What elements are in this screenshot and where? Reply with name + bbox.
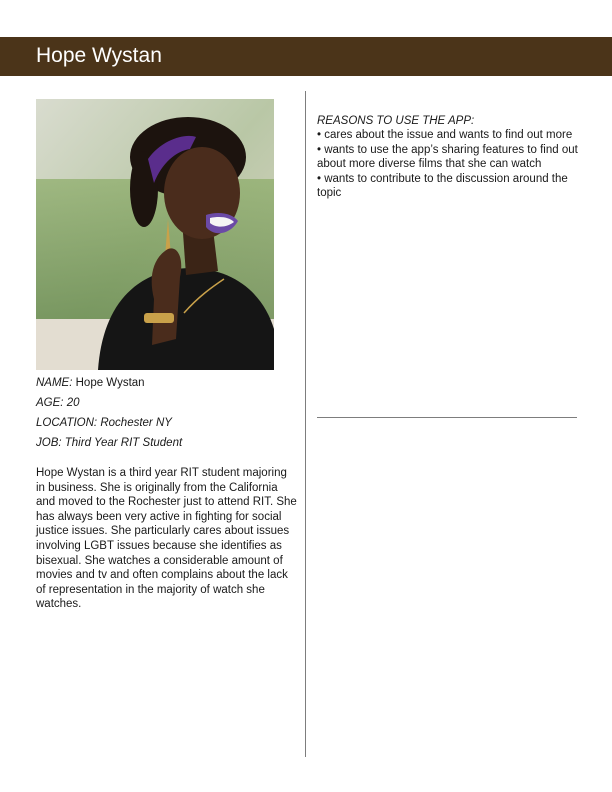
job-row [36,433,296,453]
page-title: Hope Wystan [36,44,162,67]
reason-item: • wants to contribute to the discussion around the topic [317,172,568,200]
name-row [36,373,296,393]
location-value: Rochester NY [100,417,172,429]
profile-info [36,373,296,453]
reason-item: • cares about the issue and wants to find out more [317,129,573,142]
reasons-section [317,114,579,200]
horizontal-divider [317,417,577,418]
reasons-title: REASONS TO USE THE APP: [317,115,475,127]
name-value: Hope Wystan [75,377,145,389]
age-label: AGE: [36,397,64,409]
reason-item: • wants to use the app’s sharing features to find out about more diverse films that she can watch [317,143,578,171]
name-label: NAME: [36,377,73,389]
job-value: Third Year RIT Student [64,437,183,449]
location-row [36,413,296,433]
vertical-divider [305,91,306,757]
age-value: 20 [66,397,80,409]
profile-photo [36,99,274,370]
header-bar [0,37,612,76]
bio-paragraph: Hope Wystan is a third year RIT student majoring in business. She is originally from the California and moved to the Rochester just to attend RIT. She has always been very active in fighting for social justice issues. She particularly cares about issues involving LGBT issues because she identifies as bisexual. She watches a considerable amount of movies and tv and often complains about the lack of representation in the majority of watch she watches. [36,467,297,611]
job-label: JOB: [36,437,62,449]
location-label: LOCATION: [36,417,98,429]
age-row [36,393,296,413]
